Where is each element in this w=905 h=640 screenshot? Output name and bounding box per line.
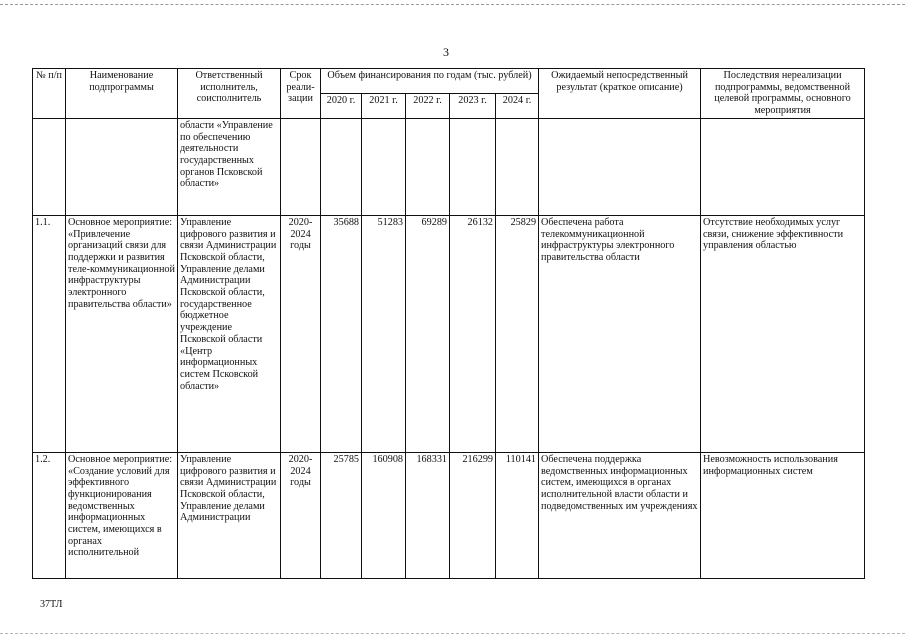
cell-executor: области «Управление по обеспечению деятельности государственных органов Псковской области» bbox=[178, 118, 281, 215]
cell-value bbox=[450, 118, 496, 215]
cell-value: 51283 bbox=[362, 215, 406, 452]
cell-value bbox=[321, 118, 362, 215]
cell-value: 25829 bbox=[496, 215, 539, 452]
header-term: Срок реали-зации bbox=[281, 69, 321, 119]
header-executor: Ответственный исполнитель, соисполнитель bbox=[178, 69, 281, 119]
header-consequences: Последствия нереализации подпрограммы, ведомственной целевой программы, основного мероприятия bbox=[701, 69, 865, 119]
cell-name bbox=[66, 118, 178, 215]
program-table bbox=[32, 68, 865, 579]
header-year: 2023 г. bbox=[450, 93, 496, 118]
header-num: № п/п bbox=[33, 69, 66, 119]
cell-value bbox=[496, 118, 539, 215]
cell-consequences: Отсутствие необходимых услуг связи, снижение эффективности управления областью bbox=[701, 215, 865, 452]
header-name: Наименование подпрограммы bbox=[66, 69, 178, 119]
cell-consequences: Невозможность использования информационных систем bbox=[701, 452, 865, 578]
cell-value: 35688 bbox=[321, 215, 362, 452]
header-year: 2020 г. bbox=[321, 93, 362, 118]
cell-value: 160908 bbox=[362, 452, 406, 578]
cell-term: 2020-2024 годы bbox=[281, 452, 321, 578]
cell-value bbox=[362, 118, 406, 215]
cell-executor: Управление цифрового развития и связи Администрации Псковской области, Управление делами Администрации Псковской области, государственное бюджетное учреждение Псковской области «Центр информационных систем Псковской области» bbox=[178, 215, 281, 452]
cell-name: Основное мероприятие: «Привлечение организаций связи для поддержки и развития теле-коммуникационной инфраструктуры электронного правительства области» bbox=[66, 215, 178, 452]
cell-num: 1.1. bbox=[33, 215, 66, 452]
footer-mark: 37ТЛ bbox=[40, 599, 63, 610]
cell-result: Обеспечена работа телекоммуникационной инфраструктуры электронного правительства области bbox=[539, 215, 701, 452]
table-row bbox=[33, 452, 865, 578]
cell-consequences bbox=[701, 118, 865, 215]
header-result: Ожидаемый непосредственный результат (краткое описание) bbox=[539, 69, 701, 119]
cell-result bbox=[539, 118, 701, 215]
page-number: 3 bbox=[443, 45, 449, 59]
header-funding: Объем финансирования по годам (тыс. рублей) bbox=[321, 69, 539, 94]
cell-value: 168331 bbox=[406, 452, 450, 578]
cell-executor: Управление цифрового развития и связи Администрации Псковской области, Управление делами Администрации bbox=[178, 452, 281, 578]
header-row bbox=[33, 69, 865, 94]
table-row bbox=[33, 118, 865, 215]
header-year: 2024 г. bbox=[496, 93, 539, 118]
header-year: 2022 г. bbox=[406, 93, 450, 118]
cell-result: Обеспечена поддержка ведомственных информационных систем, имеющихся в органах исполнительной власти области и подведомственных им учреждениях bbox=[539, 452, 701, 578]
cell-value bbox=[406, 118, 450, 215]
cell-value: 25785 bbox=[321, 452, 362, 578]
cell-term: 2020-2024 годы bbox=[281, 215, 321, 452]
cell-value: 216299 bbox=[450, 452, 496, 578]
cell-num: 1.2. bbox=[33, 452, 66, 578]
cell-value: 110141 bbox=[496, 452, 539, 578]
cell-term bbox=[281, 118, 321, 215]
cell-value: 26132 bbox=[450, 215, 496, 452]
table-row bbox=[33, 215, 865, 452]
cell-value: 69289 bbox=[406, 215, 450, 452]
cell-name: Основное мероприятие: «Создание условий для эффективного функционирования ведомственных информационных систем, имеющихся в органах исполнительной bbox=[66, 452, 178, 578]
scan-artifact-bottom bbox=[0, 633, 905, 634]
cell-num bbox=[33, 118, 66, 215]
header-year: 2021 г. bbox=[362, 93, 406, 118]
scan-artifact-top bbox=[0, 4, 905, 5]
